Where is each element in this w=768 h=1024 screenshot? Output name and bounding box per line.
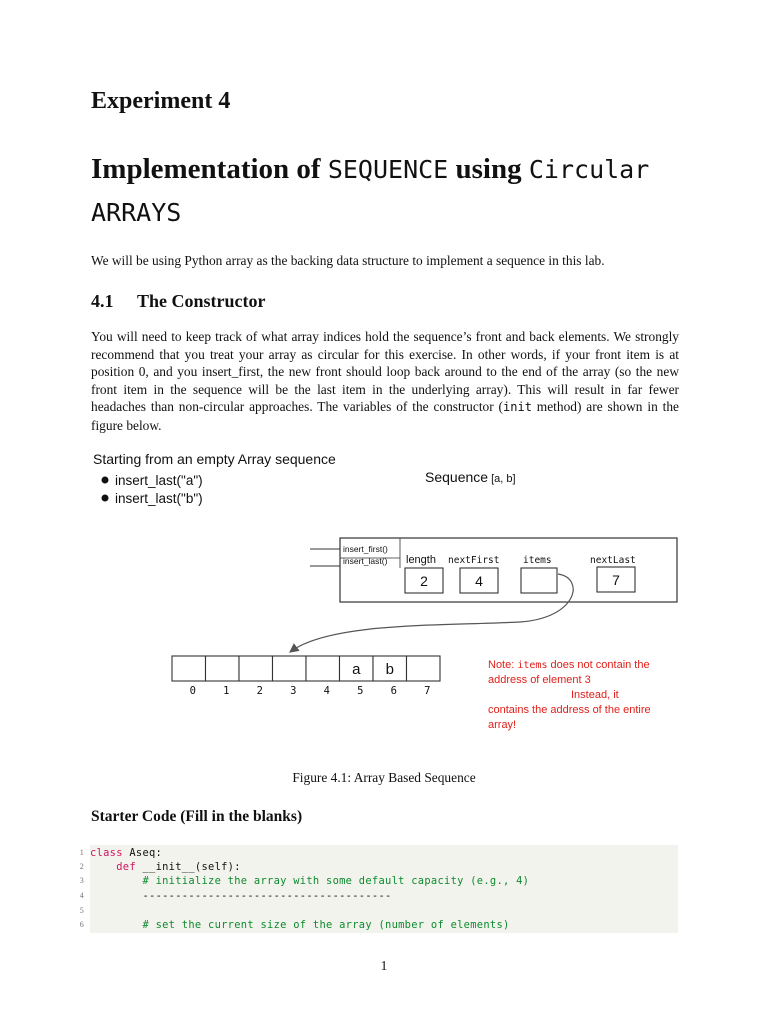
starter-code-heading: Starter Code (Fill in the blanks)	[91, 808, 303, 825]
field-nextfirst-value: 4	[475, 573, 483, 589]
bullet-insert-a: insert_last("a")	[115, 473, 203, 488]
array-index-label: 3	[290, 685, 297, 697]
method-insert-last: insert_last()	[343, 556, 388, 566]
note-line-1: Note: items does not contain the	[488, 659, 650, 671]
intro-paragraph: We will be using Python array as the backing data structure to implement a sequence in this lab.	[91, 253, 605, 268]
bullet-dot	[102, 495, 109, 502]
code-comment: # initialize the array with some default capacity (e.g., 4)	[142, 875, 530, 887]
section-heading	[91, 291, 266, 312]
page-number: 1	[380, 958, 388, 973]
line-number: 4	[79, 891, 84, 900]
array-cell	[273, 656, 307, 681]
bullet-dot	[102, 477, 109, 484]
paragraph-text-b: method) are shown in the figure below.	[91, 399, 680, 433]
array-cell	[306, 656, 340, 681]
line-number: 6	[79, 920, 84, 929]
array-cell-value: b	[385, 661, 394, 678]
code-line	[79, 889, 392, 903]
field-items-box	[521, 568, 557, 593]
field-nextfirst-label: nextFirst	[448, 555, 500, 566]
note-line-3: Instead, it	[571, 689, 619, 701]
title-sequence-code: SEQUENCE	[327, 155, 449, 184]
array-sequence-figure	[80, 440, 700, 760]
field-items-label: items	[523, 555, 552, 566]
code-blank: --------------------------------------	[142, 890, 392, 902]
array-index-label: 5	[357, 685, 364, 697]
array-cell	[172, 656, 206, 681]
figure-heading: Starting from an empty Array sequence	[93, 451, 336, 467]
keyword-def: def	[116, 861, 136, 873]
section-title: The Constructor	[137, 291, 266, 311]
array-cell	[407, 656, 441, 681]
title-part-3: using	[448, 153, 529, 185]
note-line-5: array!	[488, 719, 517, 731]
bullet-insert-b: insert_last("b")	[115, 491, 203, 506]
paragraph-text-a: You will need to keep track of what array indices hold the sequence’s front and back elements. We strongly recommend that you treat your array as circular for this exercise. In other words, if your front item is at position 0, and you insert_first, the new front should loop back around to the end of the array (so the new front item in the sequence will be the last item in the underlying array). This will result in far fewer headaches than non-circular approaches. The variables of the constructor (	[91, 329, 679, 415]
code-line	[79, 918, 510, 932]
code-line	[79, 846, 163, 860]
method-insert-first: insert_first()	[343, 544, 388, 554]
code-text: __init__(self):	[135, 861, 241, 873]
field-nextlast-value: 7	[612, 572, 620, 588]
underlying-array	[172, 656, 440, 697]
field-nextlast-label: nextLast	[590, 555, 636, 566]
figure-caption: Figure 4.1: Array Based Sequence	[292, 770, 476, 785]
note-line-2: address of element 3	[488, 674, 591, 686]
array-index-label: 6	[390, 685, 397, 697]
code-line	[79, 860, 241, 874]
section-number: 4.1	[91, 291, 114, 311]
array-cell	[239, 656, 273, 681]
title-circular-arrays-code: Circular ARRAYS	[91, 155, 650, 227]
sequence-label: Sequence [a, b]	[425, 469, 516, 485]
array-cell	[206, 656, 240, 681]
array-index-label: 7	[424, 685, 431, 697]
code-block	[79, 845, 678, 933]
red-note	[488, 659, 651, 731]
array-cell-value: a	[352, 661, 361, 678]
line-number: 5	[79, 906, 84, 915]
chapter-heading: Experiment 4	[91, 88, 231, 114]
keyword-class: class	[90, 847, 123, 859]
field-length-value: 2	[420, 573, 428, 589]
array-index-label: 1	[223, 685, 230, 697]
line-number: 1	[79, 848, 84, 857]
note-line-4: contains the address of the entire	[488, 704, 651, 716]
line-number: 2	[79, 862, 84, 871]
init-code: init	[503, 400, 532, 415]
array-index-label: 2	[256, 685, 263, 697]
code-text: Aseq:	[122, 847, 163, 859]
array-index-label: 0	[189, 685, 196, 697]
title-part-1: Implementation of	[91, 153, 328, 185]
line-number: 3	[79, 876, 84, 885]
field-length-label: length	[406, 554, 436, 566]
code-line	[79, 874, 530, 888]
page-title	[91, 148, 751, 234]
array-index-label: 4	[323, 685, 330, 697]
constructor-paragraph	[91, 328, 679, 435]
code-comment: # set the current size of the array (number of elements)	[142, 919, 510, 931]
